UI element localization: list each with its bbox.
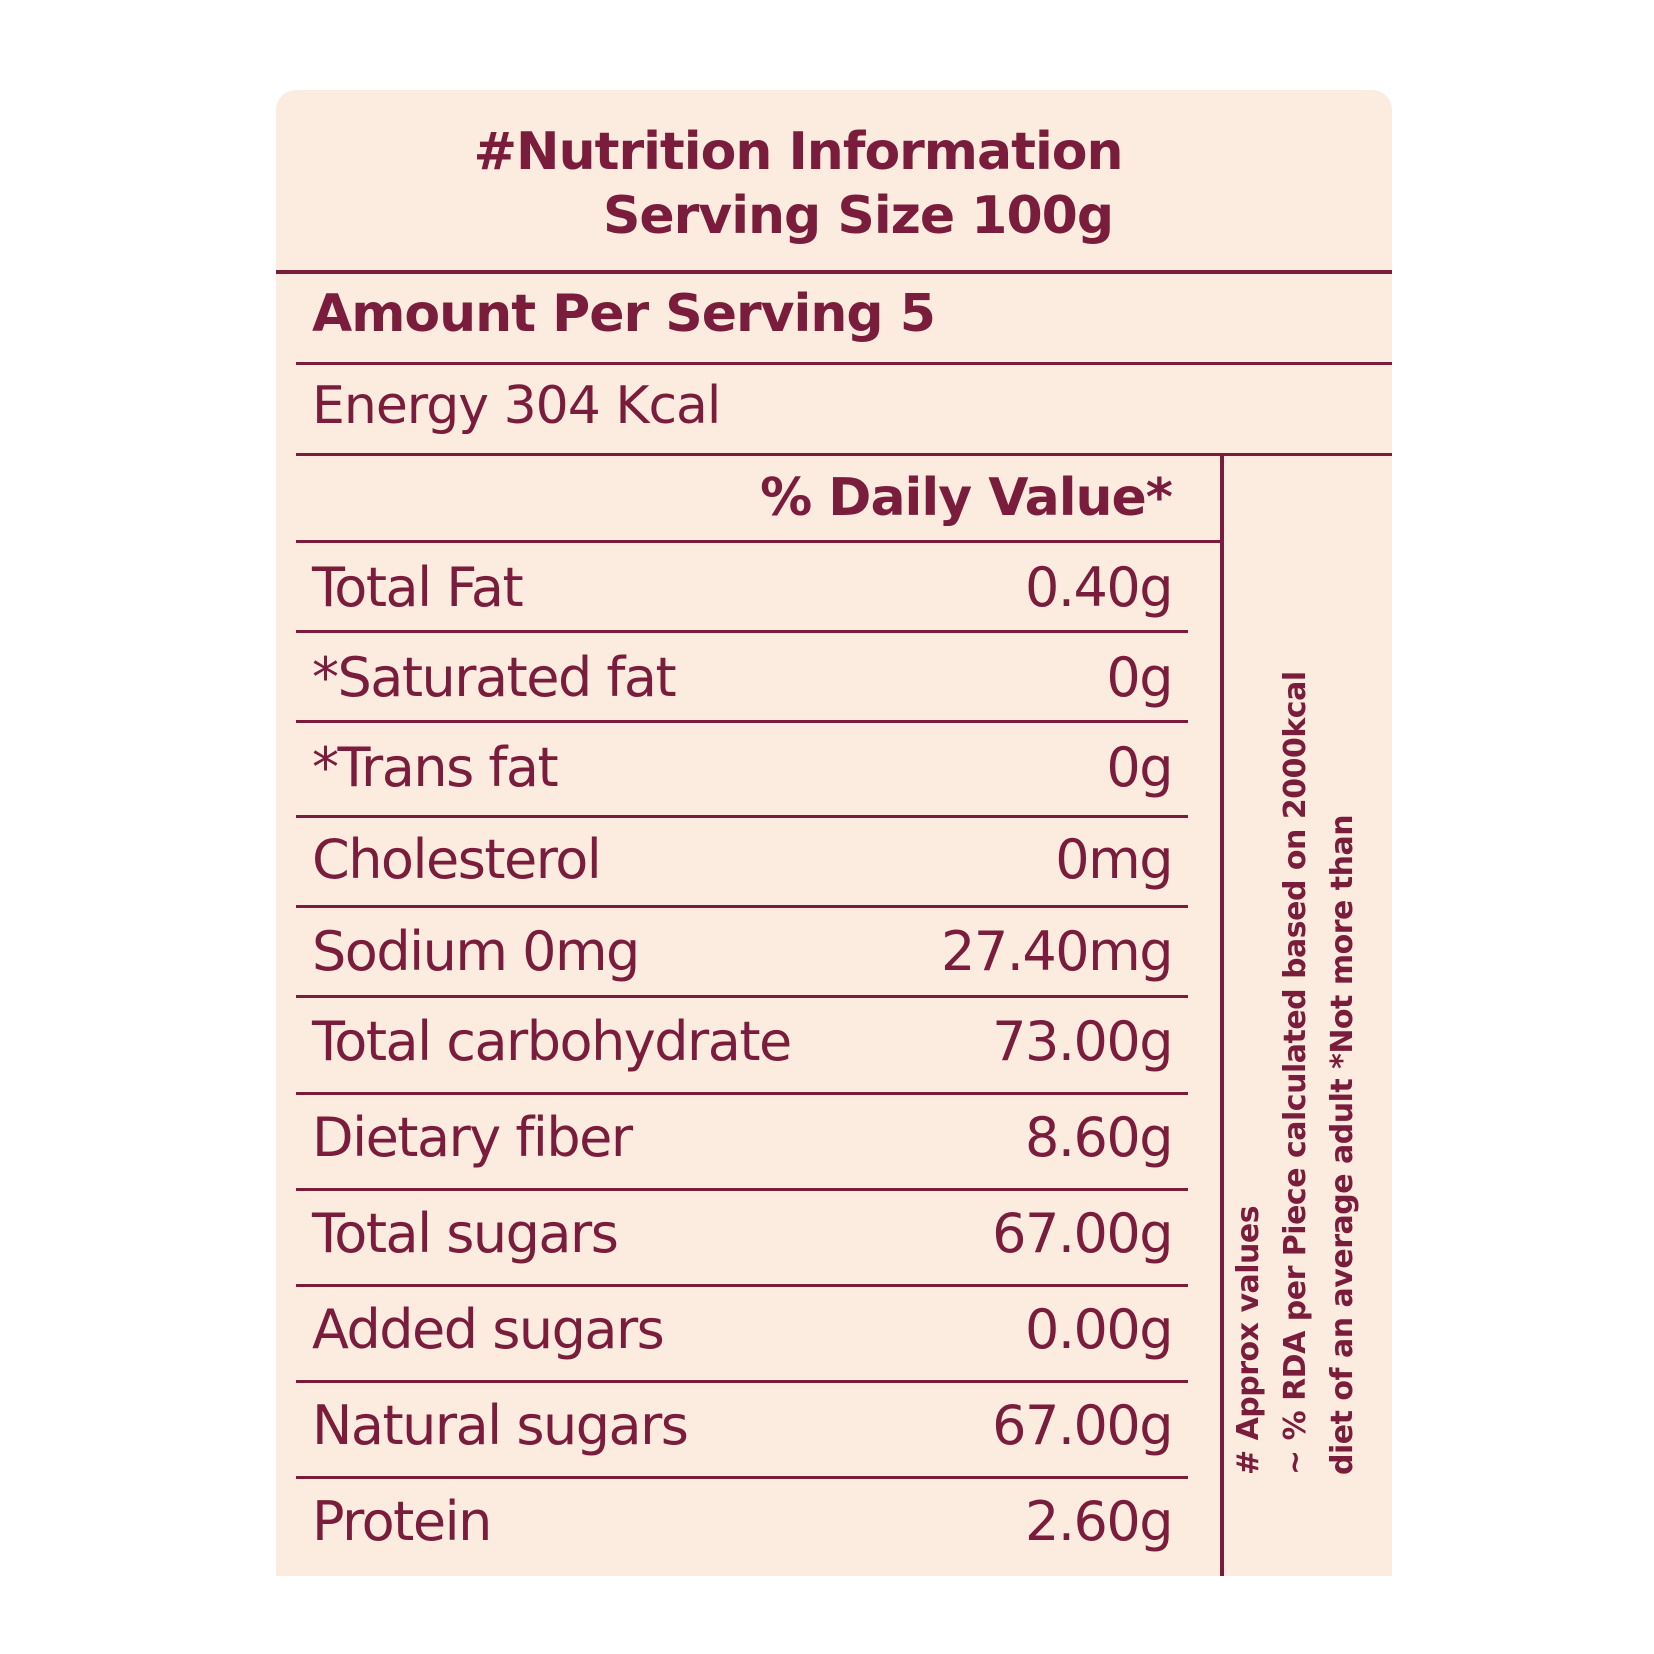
nutrient-value-dietary-fiber: 8.60g [1024, 1106, 1172, 1169]
footnote-rda: ~ % RDA per Piece calculated based on 2000kcal [1278, 671, 1313, 1475]
nutrient-value-saturated-fat: 0g [1106, 646, 1172, 709]
nutrient-value-protein: 2.60g [1024, 1490, 1172, 1553]
row-divider [296, 815, 1188, 818]
footnote-block [1225, 655, 1366, 1475]
rule-dv-divider [296, 540, 1220, 543]
nutrient-value-total-fat: 0.40g [1024, 556, 1172, 619]
row-divider [296, 1188, 1188, 1191]
row-divider [296, 1092, 1188, 1095]
nutrient-label-trans-fat: *Trans fat [312, 736, 558, 799]
nutrient-value-cholesterol: 0mg [1055, 828, 1172, 891]
nutrient-label-total-carbohydrate: Total carbohydrate [312, 1010, 791, 1073]
daily-value-header: % Daily Value* [760, 468, 1172, 528]
rule-header-divider [276, 270, 1392, 274]
rule-amount-divider [296, 362, 1392, 365]
title-block [276, 120, 1392, 248]
nutrient-label-total-sugars: Total sugars [312, 1202, 618, 1265]
nutrient-label-added-sugars: Added sugars [312, 1298, 664, 1361]
nutrient-label-cholesterol: Cholesterol [312, 828, 601, 891]
serving-size: Serving Size 100g [602, 186, 1114, 246]
energy-value: Energy 304 Kcal [312, 376, 721, 436]
nutrient-label-total-fat: Total Fat [312, 556, 523, 619]
row-divider [296, 905, 1188, 908]
footnote-approx: # Approx values [1231, 1205, 1266, 1475]
nutrient-label-dietary-fiber: Dietary fiber [312, 1106, 632, 1169]
nutrient-value-total-sugars: 67.00g [992, 1202, 1172, 1265]
nutrient-value-trans-fat: 0g [1106, 736, 1172, 799]
row-divider [296, 995, 1188, 998]
nutrient-value-sodium: 27.40mg [941, 920, 1172, 983]
row-divider [296, 630, 1188, 633]
row-divider [296, 720, 1188, 723]
amount-per-serving: Amount Per Serving 5 [312, 284, 935, 344]
row-divider [296, 1380, 1188, 1383]
nutrient-value-total-carbohydrate: 73.00g [992, 1010, 1172, 1073]
row-divider [296, 1284, 1188, 1287]
row-divider [296, 1476, 1188, 1479]
nutrient-label-natural-sugars: Natural sugars [312, 1394, 688, 1457]
nutrient-label-protein: Protein [312, 1490, 491, 1553]
rule-vertical-divider [1220, 455, 1224, 1576]
rule-energy-divider [296, 453, 1392, 456]
footnote-diet: diet of an average adult *Not more than [1325, 814, 1360, 1475]
panel-title: #Nutrition Information [473, 122, 1123, 182]
nutrient-label-sodium: Sodium 0mg [312, 920, 639, 983]
nutrient-value-added-sugars: 0.00g [1024, 1298, 1172, 1361]
nutrient-label-saturated-fat: *Saturated fat [312, 646, 676, 709]
nutrient-value-natural-sugars: 67.00g [992, 1394, 1172, 1457]
